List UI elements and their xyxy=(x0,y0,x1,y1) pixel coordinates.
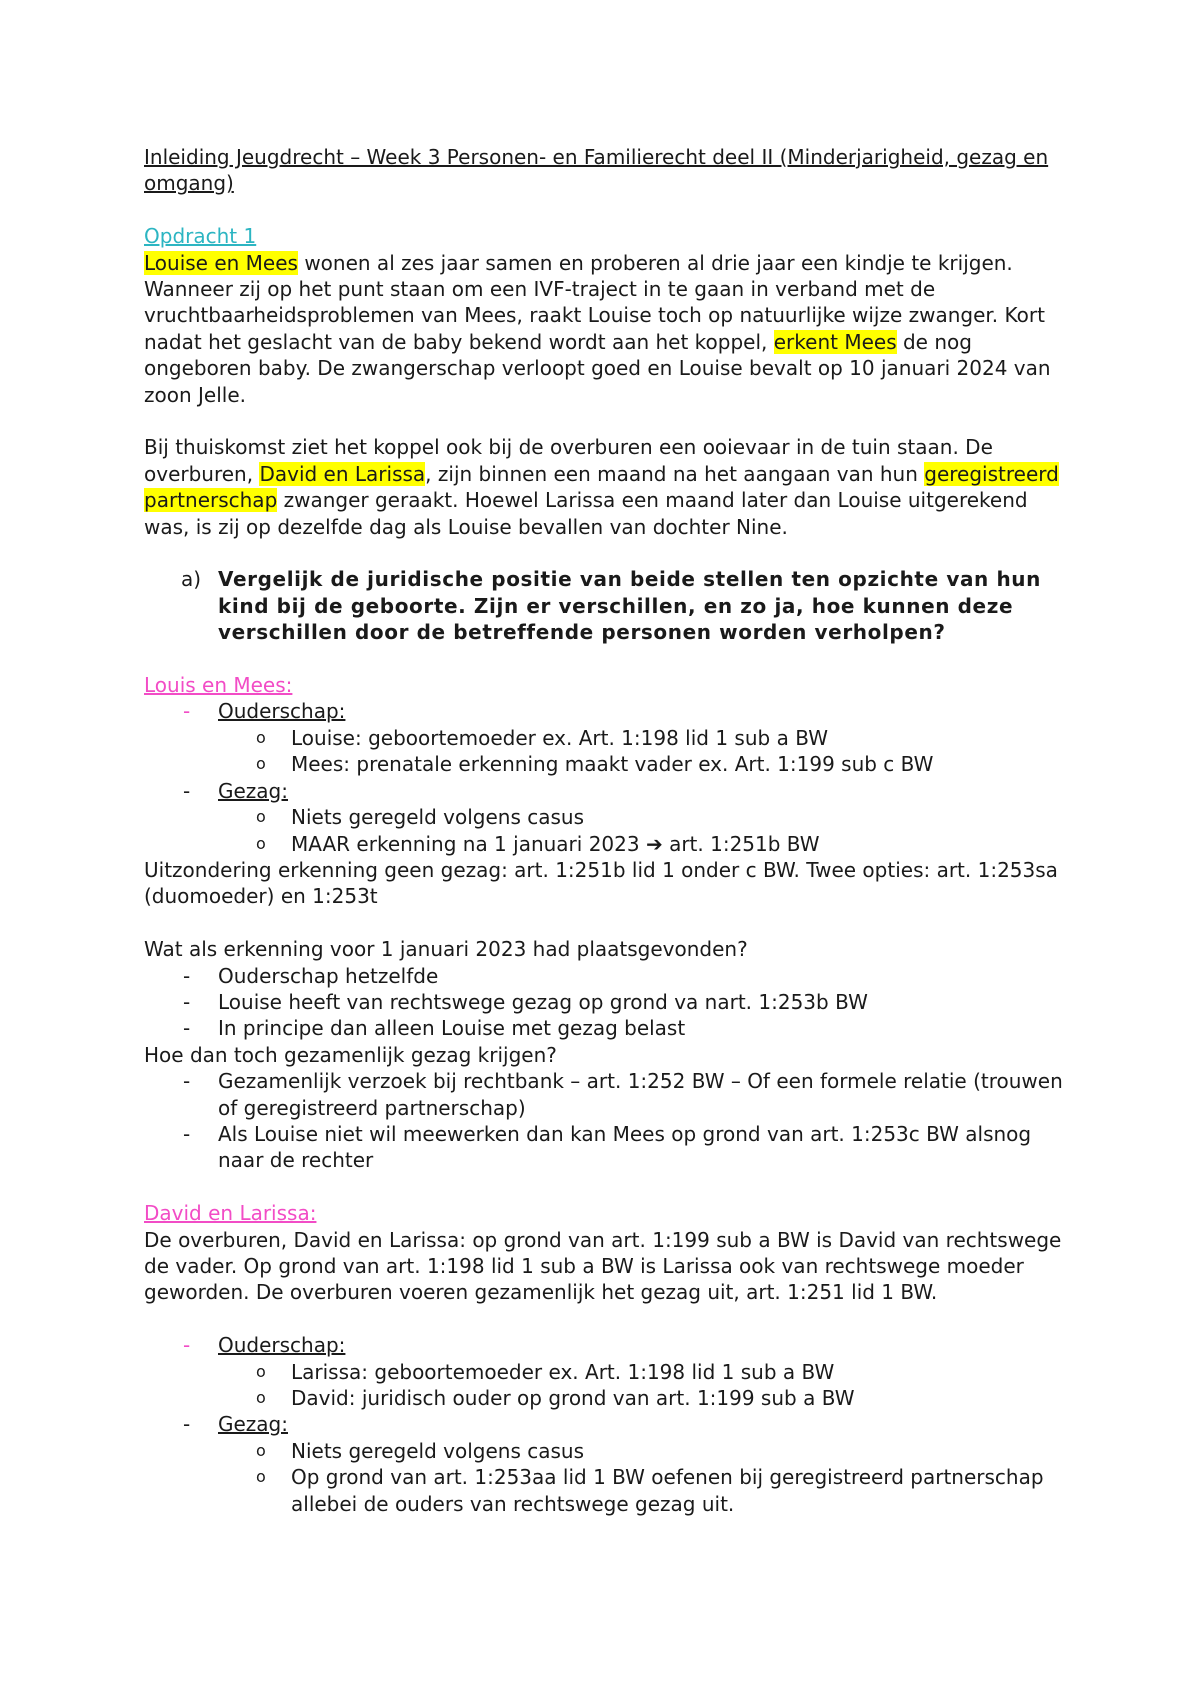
louis-mees-heading: Louis en Mees: xyxy=(144,673,293,698)
list-item xyxy=(144,751,1064,777)
list-item xyxy=(144,963,1064,989)
spacer xyxy=(144,910,1064,936)
dash-marker: - xyxy=(183,1333,191,1358)
list-item xyxy=(144,1464,1064,1517)
list-item xyxy=(144,989,1064,1015)
wat-als-paragraph: Wat als erkenning voor 1 januari 2023 had plaatsgevonden? xyxy=(144,937,748,962)
list-item-text: Louise: geboortemoeder ex. Art. 1:198 lid 1 sub a BW xyxy=(291,725,828,750)
uitzondering-paragraph: Uitzondering erkenning geen gezag: art. 1:251b lid 1 onder c BW. Twee opties: art. 1:253sa (duomoeder) en 1:253t xyxy=(144,857,1058,909)
question-a xyxy=(144,566,1064,645)
dash-marker: - xyxy=(183,989,191,1014)
circle-marker: o xyxy=(256,833,266,853)
list-item-text: Mees: prenatale erkenning maakt vader ex. Art. 1:199 sub c BW xyxy=(291,752,934,777)
list-item xyxy=(144,1121,1064,1174)
paragraph-overburen xyxy=(144,434,1064,540)
list-item xyxy=(144,1385,1064,1411)
dash-marker: - xyxy=(183,1121,191,1146)
highlight-louise-mees: Louise en Mees xyxy=(144,250,298,275)
dash-marker: - xyxy=(183,699,191,724)
list-item xyxy=(144,804,1064,830)
list-item xyxy=(144,831,1064,857)
list-item xyxy=(144,1438,1064,1464)
gezag-label: Gezag: xyxy=(218,778,288,803)
david-larissa-heading: David en Larissa: xyxy=(144,1201,317,1226)
circle-marker: o xyxy=(256,1467,266,1487)
section-heading-louis-mees xyxy=(144,672,1064,698)
circle-marker: o xyxy=(256,1387,266,1407)
list-item xyxy=(144,1068,1064,1121)
document-title: Inleiding Jeugdrecht – Week 3 Personen- en Familierecht deel II (Minderjarigheid, gezag en omgang) xyxy=(144,145,1049,196)
list-item xyxy=(144,1015,1064,1041)
list-item-text: In principe dan alleen Louise met gezag belast xyxy=(218,1016,686,1041)
dash-marker: - xyxy=(183,1016,191,1041)
circle-marker: o xyxy=(256,807,266,827)
ouderschap-label: Ouderschap: xyxy=(218,699,346,724)
intro-text-1: wonen al zes jaar samen en proberen al drie jaar een kindje te krijgen. Wanneer zij op het punt staan om een IVF-traject in te gaan in verband met de vruchtbaarheidsproblemen van Mees, raakt Louise toch op natuurlijke wijze zwanger. Kort nadat het geslacht van de baby bekend wordt aan het koppel, xyxy=(144,250,1045,354)
list-item-text: David: juridisch ouder op grond van art. 1:199 sub a BW xyxy=(291,1385,855,1410)
list-item xyxy=(144,1359,1064,1385)
spacer xyxy=(144,1306,1064,1332)
list-item-text: Gezamenlijk verzoek bij rechtbank – art. 1:252 BW – Of een formele relatie (trouwen of geregistreerd partnerschap) xyxy=(218,1069,1063,1120)
opdracht-heading-text: Opdracht 1 xyxy=(144,224,257,249)
document-body xyxy=(144,144,1064,1517)
dash-marker: - xyxy=(183,1412,191,1437)
list-item xyxy=(144,1411,1064,1437)
dash-marker: - xyxy=(183,778,191,803)
ouderschap-label: Ouderschap: xyxy=(218,1333,346,1358)
spacer xyxy=(144,197,1064,223)
highlight-partnerschap: geregistreerd partnerschap xyxy=(144,461,1059,513)
list-item-text: Larissa: geboortemoeder ex. Art. 1:198 lid 1 sub a BW xyxy=(291,1359,835,1384)
dash-marker: - xyxy=(183,1069,191,1094)
list-item xyxy=(144,698,1064,724)
para2-text-2: , zijn binnen een maand na het aangaan van hun xyxy=(425,461,925,486)
circle-marker: o xyxy=(256,1440,266,1460)
spacer xyxy=(144,540,1064,566)
highlight-erkent-mees: erkent Mees xyxy=(773,329,897,354)
spacer xyxy=(144,646,1064,672)
list-item-text: Niets geregeld volgens casus xyxy=(291,1438,584,1463)
para2-text-1: Bij thuiskomst ziet het koppel ook bij de overburen een ooievaar in de tuin staan. De overburen, xyxy=(144,435,993,486)
list-item-text: Als Louise niet wil meewerken dan kan Mees op grond van art. 1:253c BW alsnog naar de rechter xyxy=(218,1121,1032,1173)
david-larissa-paragraph: De overburen, David en Larissa: op grond van art. 1:199 sub a BW is David van rechtswege de vader. Op grond van art. 1:198 lid 1 sub a BW is Larissa ook van rechtswege moeder geworden. De overburen voeren gezamenlijk het gezag uit, art. 1:251 lid 1 BW. xyxy=(144,1227,1062,1305)
circle-marker: o xyxy=(256,727,266,747)
para2-text-3: zwanger geraakt. Hoewel Larissa een maand later dan Louise uitgerekend was, is zij op dezelfde dag als Louise bevallen van dochter Nine. xyxy=(144,488,1028,539)
hoe-dan-paragraph: Hoe dan toch gezamenlijk gezag krijgen? xyxy=(144,1042,557,1067)
list-item xyxy=(144,778,1064,804)
list-item-text: Niets geregeld volgens casus xyxy=(291,805,584,830)
question-a-text: Vergelijk de juridische positie van beide stellen ten opzichte van hun kind bij de geboorte. Zijn er verschillen, en zo ja, hoe kunnen deze verschillen door de betreffende personen worden verholpen? xyxy=(218,567,1041,645)
intro-paragraph xyxy=(144,250,1064,408)
question-marker: a) xyxy=(181,567,202,592)
list-item xyxy=(144,725,1064,751)
spacer xyxy=(144,1174,1064,1200)
list-item-text: Op grond van art. 1:253aa lid 1 BW oefenen bij geregistreerd partnerschap allebei de ouders van rechtswege gezag uit. xyxy=(291,1465,1044,1516)
dash-marker: - xyxy=(183,963,191,988)
circle-marker: o xyxy=(256,1361,266,1381)
list-item-text: Louise heeft van rechtswege gezag op grond va nart. 1:253b BW xyxy=(218,989,868,1014)
intro-text-2: de nog ongeboren baby. De zwangerschap verloopt goed en Louise bevalt op 10 januari 2024 van zoon Jelle. xyxy=(144,329,1051,407)
list-item-text: Ouderschap hetzelfde xyxy=(218,963,439,988)
list-item-text: MAAR erkenning na 1 januari 2023 ➔ art. 1:251b BW xyxy=(291,831,820,856)
opdracht-heading xyxy=(144,223,1064,249)
circle-marker: o xyxy=(256,754,266,774)
section-heading-david-larissa xyxy=(144,1200,1064,1226)
gezag-label: Gezag: xyxy=(218,1412,288,1437)
spacer xyxy=(144,408,1064,434)
list-item xyxy=(144,1332,1064,1358)
highlight-david-larissa: David en Larissa xyxy=(259,461,426,486)
